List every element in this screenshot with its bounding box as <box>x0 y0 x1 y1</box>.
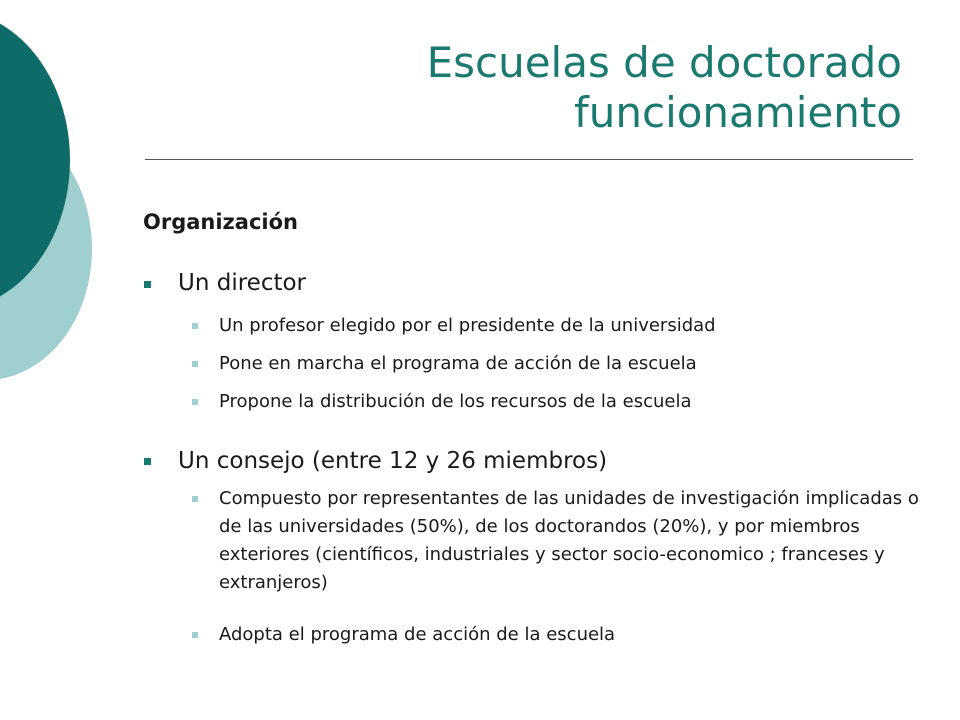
bullet-square-icon <box>144 281 151 288</box>
sub-bullet-square-icon <box>192 632 198 638</box>
title-divider <box>145 159 913 160</box>
list-item-director: Un director <box>178 270 307 296</box>
slide-title-line1: Escuelas de doctorado <box>426 38 902 87</box>
sub-list-item: Propone la distribución de los recursos de la escuela <box>219 391 692 412</box>
section-heading: Organización <box>143 210 298 234</box>
sub-bullet-square-icon <box>192 361 198 367</box>
slide-title <box>427 38 902 138</box>
list-item-consejo: Un consejo (entre 12 y 26 miembros) <box>178 448 608 474</box>
sub-list-item: Pone en marcha el programa de acción de la escuela <box>219 353 697 374</box>
sub-list-item: Adopta el programa de acción de la escuela <box>219 624 616 645</box>
bullet-square-icon <box>144 458 151 465</box>
sub-list-item: Un profesor elegido por el presidente de la universidad <box>219 315 716 336</box>
sub-bullet-square-icon <box>192 323 198 329</box>
sub-bullet-square-icon <box>192 496 198 502</box>
sub-bullet-square-icon <box>192 399 198 405</box>
sub-list-item: Compuesto por representantes de las unidades de investigación implicadas o de las universidades (50%), de los doctorandos (20%), y por miembros exteriores (científicos, industriales y sector socio-economico ; franceses y extranjeros) <box>219 488 919 593</box>
slide-title-line2: funcionamiento <box>573 88 902 137</box>
